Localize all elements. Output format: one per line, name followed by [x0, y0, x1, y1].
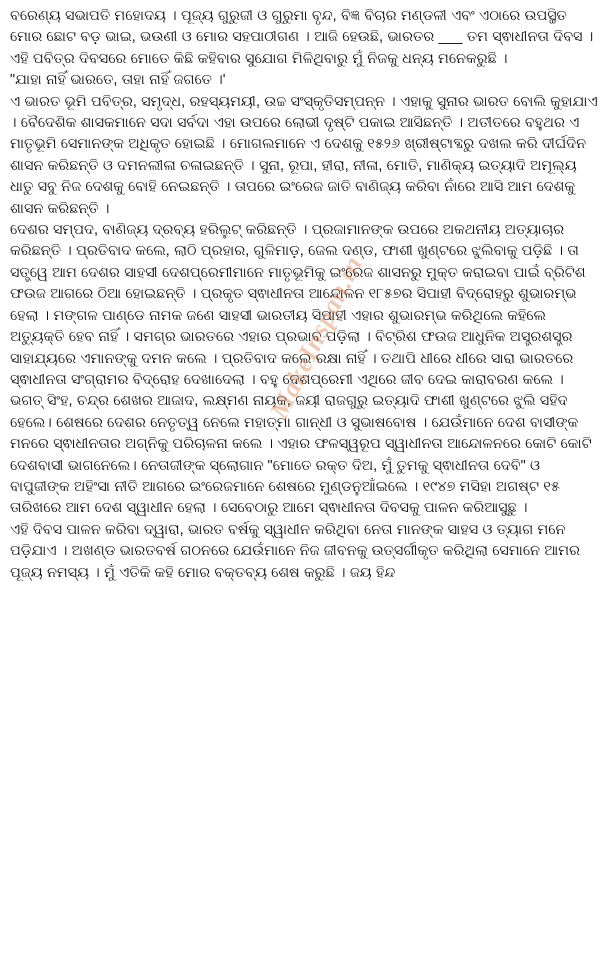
paragraph: ଭଗତ୍ ସିଂହ, ଚନ୍ଦ୍ର ଶେଖର ଆଜାଦ, ଲକ୍ଷ୍ମଣ ନାୟକ, ଜୟୀ ରାଜଗୁରୁ ଇତ୍ୟାଦି ଫାଶୀ ଖୁଣ୍ଟରେ ଝୁଲି ସହିଦ ହେଲେ। ଶେଷରେ ଦେଶର ନେତୃତ୍ୱ ନେଲେ ମହାତ୍ମା ଗାନ୍ଧୀ ଓ ସୁଭାଷବୋଷ । ଯେଉଁମାନେ ଦେଶ ବାସୀଙ୍କ ମନରେ ସ୍ଵାଧୀନତାର ଅଗ୍ନିକୁ ପରିଚାଳନା କଲେ । ଏହାର ଫଳସ୍ୱରୂପ ସ୍ୱାଧୀନତା ଆନ୍ଦୋଳନରେ କୋଟି କୋଟି ଦେଶବାସୀ ଭାଗନେଲେ। ନେତାଜୀଙ୍କ ସ୍ଲୋଗାନ "ମୋତେ ରକ୍ତ ଦିଅ, ମୁଁ ତୁମକୁ ସ୍ଵାଧୀନତା ଦେବି" ଓ ବାପୁଜୀଙ୍କ ଅହିଂସା ନୀତି ଆଗରେ ଇଂରେଜମାନେ ଶେଷରେ ମୁଣ୍ଡନୁଆଁଇଲେ । ୧୯୪୭ ମସିହା ଅଗଷ୍ଟ ୧୫ ତାରିଖରେ ଆମ ଦେଶ ସ୍ୱାଧୀନ ହେଲା । ସେବେଠାରୁ ଆମେ ସ୍ଵାଧୀନତା ଦିବସକୁ ପାଳନ କରିଆସୁଛୁ । — [10, 393, 592, 517]
paragraph: ଦେଶର ସମ୍ପଦ, ବାଣିଜ୍ୟ ଦ୍ରବ୍ୟ ହରିଲୁଟ୍ କରିଛନ୍ତି । ପ୍ରଜାମାନଙ୍କ ଉପରେ ଅକଥନୀୟ ଅତ୍ୟାଚାର କରିଛନ୍ତି । ପ୍ରତିବାଦ କଲେ, ଲାଠି ପ୍ରହାର, ଗୁଳିମାଡ଼, ଜେଲ ଦଣ୍ଡ, ଫାଶୀ ଖୁଣ୍ଟରେ ଝୁଲିବାକୁ ପଡ଼ିଛି । ତା ସତ୍ତ୍ୱେ ଆମ ଦେଶର ସାହସୀ ଦେଶପ୍ରେମୀମାନେ ମାତୃଭୂମିକୁ ଇଂରେଜ ଶାସନରୁ ମୁକ୍ତ କରାଇବା ପାଇଁ ବ୍ରିଟିଶ ଫଉଜ ଆଗରେ ଠିଆ ହୋଇଛନ୍ତି । ପ୍ରକୃତ ସ୍ଵାଧୀନତା ଆନ୍ଦୋଳନ ୧୮୫୭ର ସିପାହୀ ବିଦ୍ରୋହରୁ ଶୁଭାରମ୍ଭ ହେଲା । ମଙ୍ଗଳ ପାଣ୍ଡେ ନାମକ ଜଣେ ସାହସୀ ଭାରତୀୟ ସିପାହୀ ଏହାର ଶୁଭାରମ୍ଭ କରିଥିଲେ କହିଲେ ଅତ୍ୟୁକ୍ତି ହେବ ନାହିଁ । ସମଗ୍ର ଭାରତରେ ଏହାର ପ୍ରଭାବ ପଡ଼ିଲା । ବିଟ୍ରିଶ ଫଉଜ ଆଧୁନିକ ଅସ୍ତ୍ରଶସ୍ତ୍ର ସାହାଯ୍ୟରେ ଏମାନଙ୍କୁ ଦମନ କଲେ । ପ୍ରତିବାଦ କଲେ ରକ୍ଷା ନାହିଁ । ତଥାପି ଧୀରେ ଧୀରେ ସାରା ଭାରତରେ ସ୍ଵାଧୀନତା ସଂଗ୍ରାମର ବିଦ୍ରୋହ ଦେଖାଦେଲା । ବହୁ ଦେଶପ୍ରେମୀ ଏଥିରେ ଜୀବ ଦେଇ କାରାବରଣ କଲେ । — [10, 222, 586, 388]
watermark-text: MakeInspan.in — [263, 251, 369, 424]
paragraph: "ଯାହା ନାହିଁ ଭାରତେ, ତାହା ନାହିଁ ଜଗତେ ।' — [10, 72, 226, 89]
paragraph: ଏ ଭାରତ ଭୂମି ପବିତ୍ର, ସମୃଦ୍ଧ, ରହସ୍ୟମୟୀ, ଉଚ୍ଚ ସଂସ୍କୃତିସମ୍ପନ୍ନ । ଏହାକୁ ସୁନାର ଭାରତ ବୋଲି କୁହାଯାଏ । ବୈଦେଶିକ ଶାସକମାନେ ସଦା ସର୍ବଦା ଏହା ଉପରେ ଲୋଭୀ ଦୃଷ୍ଟି ପକାଇ ଆସିଛନ୍ତି । ଅତୀତରେ ବହୁଥର ଏ ମାତୃଭୂମି ସେମାନଙ୍କ ଅଧିକୃତ ହୋଇଛି । ମୋଗଲମାନେ ଏ ଦେଶକୁ ୧୫୨୬ ଖ୍ରୀଷ୍ଟାବ୍ଦରୁ ଦଖଲ କରି ଦୀର୍ଘଦିନ ଶାସନ କରିଛନ୍ତି ଓ ଦମନଲୀଳା ଚଳାଇଛନ୍ତି । ସୁନା, ରୂପା, ହୀରା, ନୀଳା, ମୋତି, ମାଣିକ୍ୟ ଇତ୍ୟାଦି ଅମୂଲ୍ୟ ଧାତୁ ସବୁ ନିଜ ଦେଶକୁ ବୋହି ନେଇଛନ୍ତି । ତାପରେ ଇଂରେଜ ଜାତି ବାଣିଜ୍ୟ କରିବା ନାଁରେ ଆସି ଆମ ଦେଶକୁ ଶାସନ କରିଛନ୍ତି । — [10, 93, 598, 217]
paragraph: ବରେଣ୍ୟ ସଭାପତି ମହୋଦୟ । ପୂଜ୍ୟ ଗୁରୁଜୀ ଓ ଗୁରୁମା ବୃନ୍ଦ, ବିଜ୍ଞ ବିଚାର ମଣ୍ଡଳୀ ଏବଂ ଏଠାରେ ଉପସ୍ଥିତ ମୋର ଛୋଟ ବଡ଼ ଭାଇ, ଭଉଣୀ ଓ ମୋର ସହପାଠୀଗଣ । ଆଜି ହେଉଛି, ଭାରତର ___ ତମ ସ୍ଵାଧୀନତା ଦିବସ । ଏହି ପବିତ୍ର ଦିବସରେ ମୋତେ କିଛି କହିବାର ସୁଯୋଗ ମିଳିଥିବାରୁ ମୁଁ ନିଜକୁ ଧନ୍ୟ ମନେକରୁଛି । — [10, 8, 594, 67]
document-body — [10, 6, 600, 584]
paragraph: ଏହି ଦିବସ ପାଳନ କରିବା ଦ୍ୱାରା, ଭାରତ ବର୍ଷକୁ ସ୍ୱାଧୀନ କରିଥିବା ନେତା ମାନଙ୍କ ସାହସ ଓ ତ୍ୟାଗ ମନେ ପଡ଼ିଯାଏ । ଅଖଣ୍ଡ ଭାରତବର୍ଷ ଗଠନରେ ଯେଉଁମାନେ ନିଜ ଜୀବନକୁ ଉତ୍ସର୍ଗୀକୃତ କରିଥିଲା ସେମାନେ ଆମର ପୂଜ୍ୟ ନମସ୍ୟ । ମୁଁ ଏତିକି କହି ମୋର ବକ୍ତବ୍ୟ ଶେଷ କରୁଛି । ଜୟ ହିନ୍ଦ — [10, 521, 580, 581]
